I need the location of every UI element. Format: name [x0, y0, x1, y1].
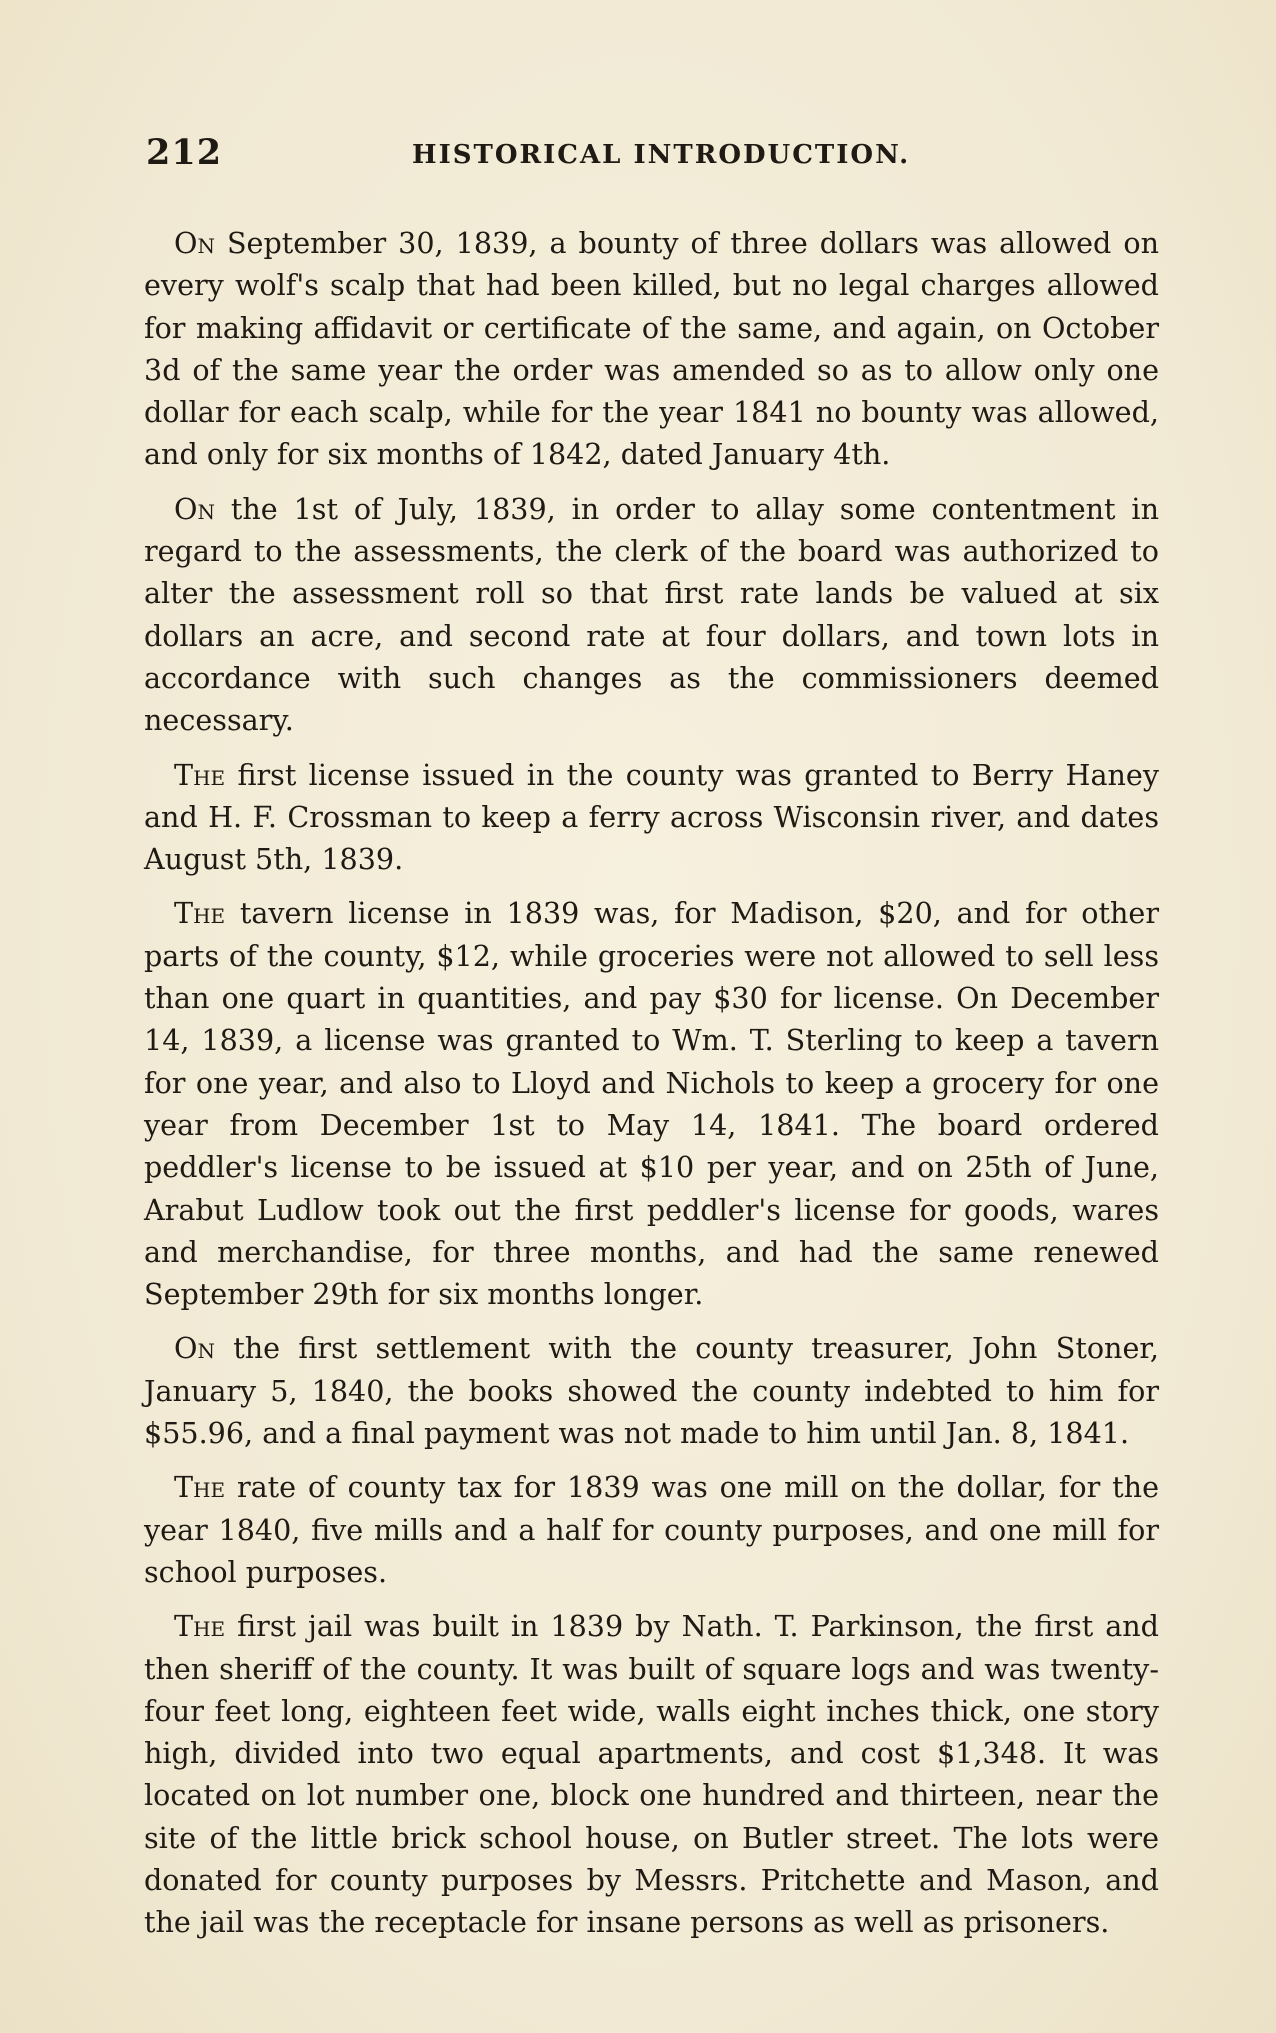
paragraph-assessments [144, 488, 1159, 742]
paragraph-text: September 30, 1839, a bounty of three dollars was allowed on every wolf's scalp that had been killed, but no legal charges allowed for making affidavit or certificate of the same, and again, on October 3d of the same year the order was amended so as to allow only one dollar for each scalp, while for the year 1841 no bounty was allowed, and only for six months of 1842, dated January 4th. [144, 226, 1159, 472]
paragraph-text: the 1st of July, 1839, in order to allay some contentment in regard to the assessments, the clerk of the board was authorized to alter the assessment roll so that first rate lands be valued at six dollars an acre, and second rate at four dollars, and town lots in accordance with such changes as the commissioners deemed necessary. [144, 491, 1159, 738]
paragraph-lead: The [174, 1609, 226, 1644]
running-head: HISTORICAL INTRODUCTION. [412, 140, 911, 170]
page-header [146, 132, 1146, 182]
paragraph-treasurer-settlement [144, 1327, 1159, 1454]
paragraph-lead: On [174, 491, 215, 526]
paragraph-lead: The [174, 896, 226, 931]
paragraph-first-license [144, 754, 1159, 881]
paragraph-text: tavern license in 1839 was, for Madison, $20, and for other parts of the county, $12, while groceries were not allowed to sell less than one quart in quantities, and pay $30 for license. On December 14, 1839, a license was granted to Wm. T. Sterling to keep a tavern for one year, and also to Lloyd and Nichols to keep a grocery for one year from December 1st to May 14, 1841. The board ordered peddler's license to be issued at $10 per year, and on 25th of June, Arabut Ludlow took out the first peddler's license for goods, wares and merchandise, for three months, and had the same renewed September 29th for six months longer. [144, 896, 1159, 1312]
page-number: 212 [146, 132, 223, 173]
paragraph-text: first jail was built in 1839 by Nath. T. Parkinson, the first and then sheriff of the county. It was built of square logs and was twenty-four feet long, eighteen feet wide, walls eight inches thick, one story high, divided into two equal apartments, and cost $1,348. It was located on lot number one, block one hundred and thirteen, near the site of the little brick school house, on Butler street. The lots were donated for county purposes by Messrs. Pritchette and Mason, and the jail was the receptacle for insane persons as well as prisoners. [144, 1609, 1159, 1940]
body-text [144, 222, 1159, 1956]
paragraph-lead: On [174, 1331, 215, 1366]
paragraph-tax-rate [144, 1466, 1159, 1593]
paragraph-lead: The [174, 757, 226, 792]
paragraph-first-jail [144, 1605, 1159, 1943]
paragraph-text: rate of county tax for 1839 was one mill on the dollar, for the year 1840, five mills and a half for county purposes, and one mill for school purposes. [144, 1470, 1159, 1589]
paragraph-text: the first settlement with the county treasurer, John Stoner, January 5, 1840, the books showed the county indebted to him for $55.96, and a final payment was not made to him until Jan. 8, 1841. [144, 1331, 1159, 1451]
paragraph-wolf-bounty [144, 222, 1159, 476]
paragraph-lead: The [174, 1470, 226, 1505]
paragraph-lead: On [174, 226, 215, 260]
paragraph-text: first license issued in the county was granted to Berry Haney and H. F. Crossman to keep a ferry across Wisconsin river, and dates August 5th, 1839. [144, 757, 1159, 877]
paragraph-tavern-license [144, 892, 1159, 1315]
